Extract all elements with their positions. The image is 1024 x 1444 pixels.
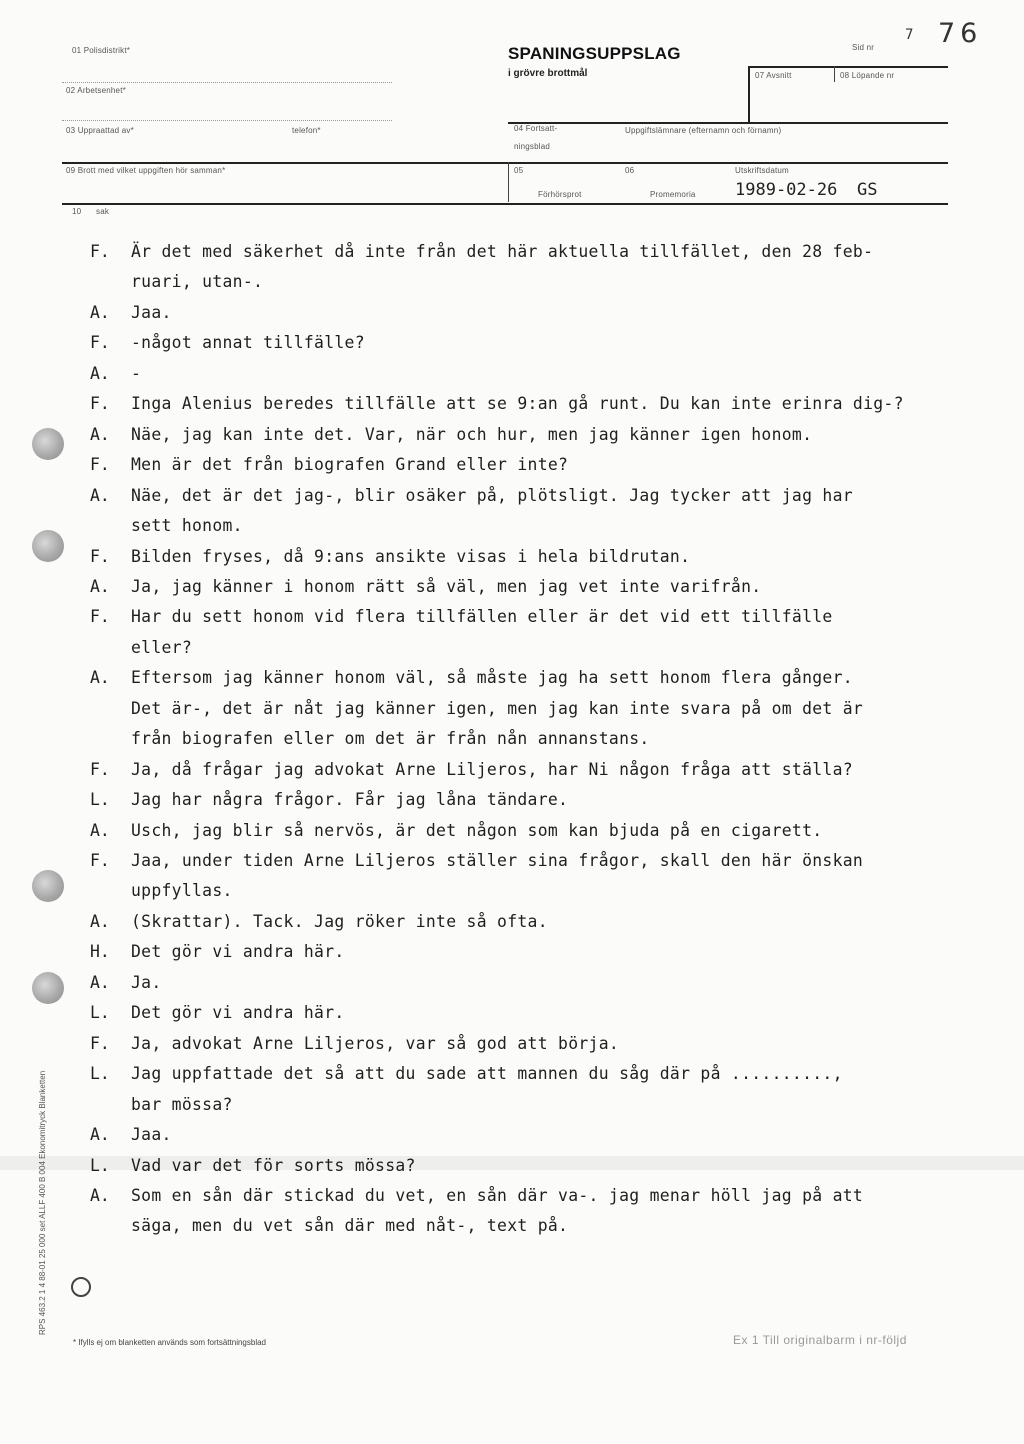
speaker-label: A.: [90, 1125, 110, 1144]
transcript-line: Det gör vi andra här.: [131, 942, 345, 961]
transcript-line: Vad var det för sorts mössa?: [131, 1156, 416, 1175]
box-border: [748, 66, 948, 68]
copy-note: Ex 1 Till originalbarm i nr-följd: [733, 1333, 907, 1347]
transcript-line: Ja, advokat Arne Liljeros, var så god att börja.: [131, 1034, 620, 1053]
footnote: * Ifylls ej om blanketten används som fortsättningsblad: [73, 1338, 266, 1347]
transcript-line: ruari, utan-.: [131, 272, 264, 291]
field-informant: Uppgiftslämnare (efternamn och förnamn): [625, 126, 782, 135]
divider: [62, 120, 392, 121]
field-prepared-by: 03 Uppraattad av*: [66, 126, 134, 135]
box-border: [508, 162, 509, 202]
field-interrogation-protocol: Förhörsprot: [538, 190, 582, 199]
field-print-date-label: Utskriftsdatum: [735, 166, 789, 175]
field-10: 10: [72, 207, 82, 216]
punch-hole: [32, 870, 64, 902]
field-continuation: 04 Fortsatt-: [514, 124, 558, 133]
transcript-line: Bilden fryses, då 9:ans ansikte visas i hela bildrutan.: [131, 547, 691, 566]
field-memorandum: Promemoria: [650, 190, 696, 199]
page-number: 7: [905, 27, 914, 43]
divider: [62, 162, 948, 164]
form-subtitle: i grövre brottmål: [508, 68, 588, 79]
field-police-district: 01 Polisdistrikt*: [72, 46, 131, 55]
speaker-label: F.: [90, 242, 110, 261]
transcript-line: Som en sån där stickad du vet, en sån där va-. jag menar höll jag på att: [131, 1186, 864, 1205]
transcript-line: Ja, jag känner i honom rätt så väl, men jag vet inte varifrån.: [131, 577, 762, 596]
transcript-line: Näe, jag kan inte det. Var, när och hur, men jag känner igen honom.: [131, 425, 813, 444]
transcript-line: Det gör vi andra här.: [131, 1003, 345, 1022]
transcript-line: säga, men du vet sån där med nåt-, text på.: [131, 1216, 569, 1235]
officer-initials: GS: [857, 180, 878, 200]
punch-hole: [32, 530, 64, 562]
transcript-line: Har du sett honom vid flera tillfällen eller är det vid ett tillfälle: [131, 607, 833, 626]
speaker-label: F.: [90, 547, 110, 566]
speaker-label: L.: [90, 790, 110, 809]
transcript-line: eller?: [131, 638, 193, 657]
transcript-line: Näe, det är det jag-, blir osäker på, plötsligt. Jag tycker att jag har: [131, 486, 853, 505]
punch-hole: [32, 428, 64, 460]
speaker-label: A.: [90, 1186, 110, 1205]
transcript-line: Usch, jag blir så nervös, är det någon som kan bjuda på en cigarett.: [131, 821, 823, 840]
speaker-label: L.: [90, 1064, 110, 1083]
field-section: 07 Avsnitt: [755, 71, 792, 80]
transcript-line: från biografen eller om det är från nån annanstans.: [131, 729, 650, 748]
speaker-label: A.: [90, 364, 110, 383]
speaker-label: F.: [90, 851, 110, 870]
transcript-line: Jaa, under tiden Arne Liljeros ställer sina frågor, skall den här önskan: [131, 851, 864, 870]
divider: [62, 203, 948, 205]
speaker-label: F.: [90, 607, 110, 626]
transcript-line: Ja, då frågar jag advokat Arne Liljeros, har Ni någon fråga att ställa?: [131, 760, 853, 779]
speaker-label: A.: [90, 425, 110, 444]
field-06: 06: [625, 166, 635, 175]
print-date: 1989-02-26: [735, 180, 838, 200]
field-05: 05: [514, 166, 524, 175]
box-border: [508, 122, 948, 124]
margin-print: RPS 463.2 1 4 88-01 25 000 set ALLF 400 B 004 Ekonomitryck Blanketten: [38, 1070, 47, 1335]
speaker-label: L.: [90, 1003, 110, 1022]
speaker-label: F.: [90, 333, 110, 352]
transcript-line: Ja.: [131, 973, 162, 992]
divider: [62, 82, 392, 83]
field-phone: telefon*: [292, 126, 321, 135]
transcript-line: sett honom.: [131, 516, 243, 535]
page-label: Sid nr: [852, 43, 875, 52]
speaker-label: A.: [90, 577, 110, 596]
speaker-label: F.: [90, 1034, 110, 1053]
transcript-line: -något annat tillfälle?: [131, 333, 365, 352]
field-matter: sak: [96, 207, 110, 216]
speaker-label: L.: [90, 1156, 110, 1175]
speaker-label: A.: [90, 486, 110, 505]
speaker-label: F.: [90, 394, 110, 413]
punch-hole: [32, 972, 64, 1004]
speaker-label: A.: [90, 303, 110, 322]
transcript-line: Jag uppfattade det så att du sade att mannen du såg där på ..........,: [131, 1064, 843, 1083]
transcript-line: uppfyllas.: [131, 881, 233, 900]
field-crime: 09 Brott med vilket uppgiften hör samman*: [66, 166, 226, 175]
field-continuation-sheet: ningsblad: [514, 142, 551, 151]
speaker-label: A.: [90, 912, 110, 931]
speaker-label: A.: [90, 821, 110, 840]
transcript-line: -: [131, 364, 142, 383]
transcript-line: Jaa.: [131, 1125, 172, 1144]
field-serial-number: 08 Löpande nr: [840, 71, 895, 80]
speaker-label: A.: [90, 668, 110, 687]
transcript-line: Jaa.: [131, 303, 172, 322]
transcript-line: Men är det från biografen Grand eller inte?: [131, 455, 569, 474]
box-border: [748, 66, 750, 124]
transcript-line: Eftersom jag känner honom väl, så måste jag ha sett honom flera gånger.: [131, 668, 853, 687]
page-number-handwritten: 76: [938, 18, 983, 49]
form-title: SPANINGSUPPSLAG: [508, 44, 681, 63]
transcript-line: bar mössa?: [131, 1095, 233, 1114]
box-border: [834, 66, 835, 82]
transcript-line: (Skrattar). Tack. Jag röker inte så ofta.: [131, 912, 548, 931]
speaker-label: F.: [90, 760, 110, 779]
speaker-label: H.: [90, 942, 110, 961]
speaker-label: A.: [90, 973, 110, 992]
punch-ring: [71, 1277, 91, 1297]
transcript-line: Det är-, det är nåt jag känner igen, men jag kan inte svara på om det är: [131, 699, 864, 718]
transcript-line: Jag har några frågor. Får jag låna tändare.: [131, 790, 569, 809]
field-work-unit: 02 Arbetsenhet*: [66, 86, 126, 95]
scan-artifact: [0, 1156, 1024, 1170]
speaker-label: F.: [90, 455, 110, 474]
transcript-line: Inga Alenius beredes tillfälle att se 9:an gå runt. Du kan inte erinra dig-?: [131, 394, 904, 413]
transcript-line: Är det med säkerhet då inte från det här aktuella tillfället, den 28 feb-: [131, 242, 874, 261]
